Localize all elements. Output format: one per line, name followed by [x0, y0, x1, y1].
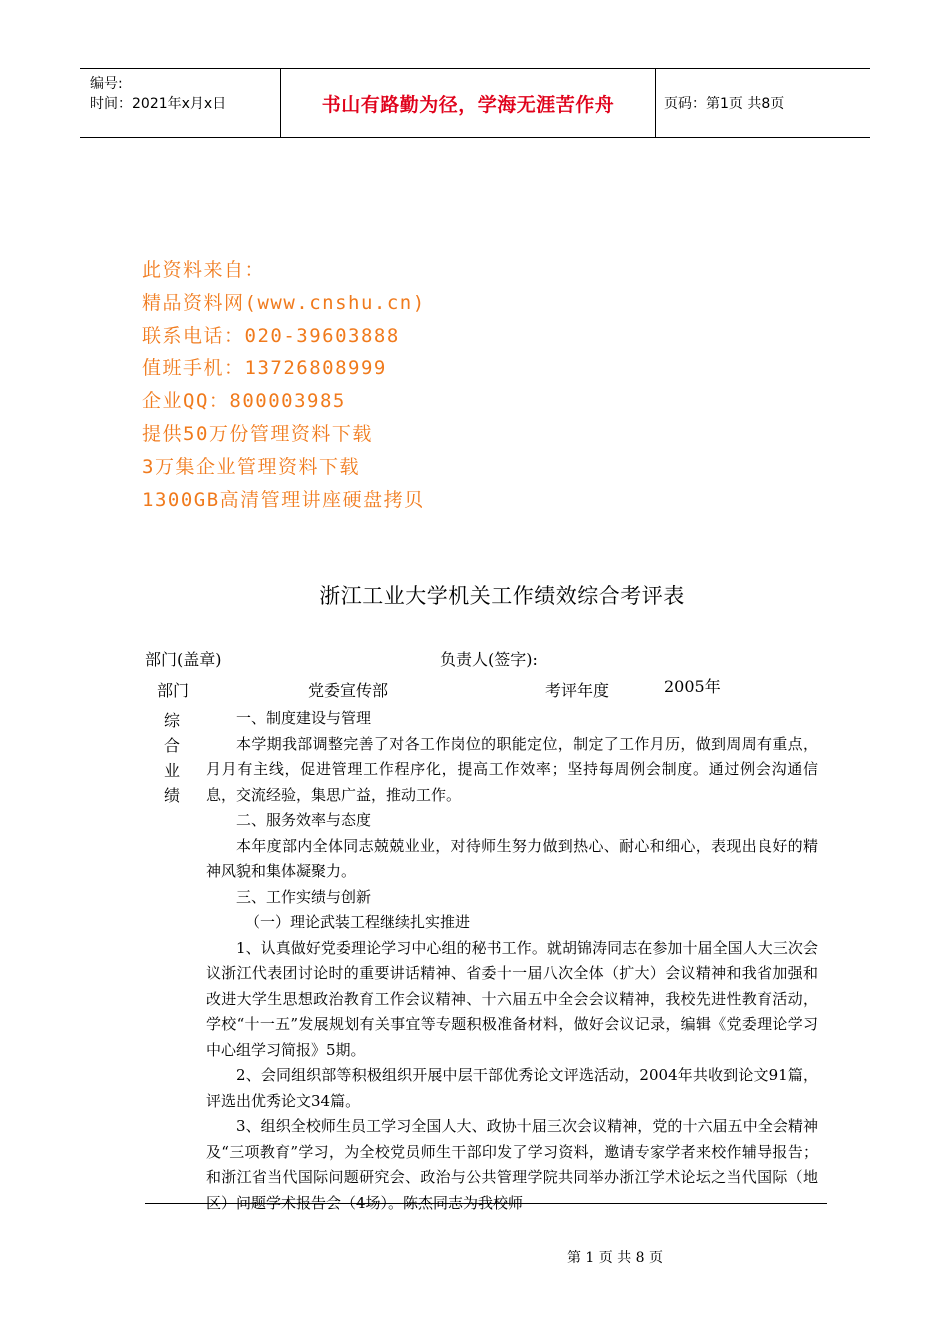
promo-line: 提供50万份管理资料下载: [142, 422, 373, 445]
promo-line: 1300GB高清管理讲座硬盘拷贝: [142, 488, 425, 511]
header-page-cell: [656, 69, 870, 137]
header-motto-cell: [281, 69, 656, 137]
promo-line: 此资料来自：: [142, 259, 266, 281]
side-label-char: 绩: [163, 786, 180, 805]
side-label-column: [162, 708, 182, 808]
header-motto: 书山有路勤为径，学海无涯苦作舟: [321, 93, 615, 116]
document-title: 浙江工业大学机关工作绩效综合考评表: [319, 584, 685, 608]
side-label-char: 综: [163, 711, 180, 730]
promo-line: 企业QQ：800003985: [142, 390, 346, 413]
side-label-char: 合: [163, 736, 180, 755]
dept-seal-label: 部门(盖章): [145, 650, 222, 669]
dept-label: 部门: [157, 681, 190, 700]
section-heading: 一、制度建设与管理: [236, 709, 372, 727]
section-heading: 二、服务效率与态度: [236, 811, 372, 829]
page-footer: 第 1 页 共 8 页: [566, 1250, 664, 1266]
header-meta-cell: [80, 69, 281, 137]
evaluation-year-value: 2005年: [664, 677, 721, 696]
body-paragraph: 本年度部内全体同志兢兢业业，对待师生努力做到热心、耐心和细心，表现出良好的精神风貌和集体凝聚力。: [206, 836, 818, 880]
document-date-label: 时间：2021年x月x日: [90, 96, 227, 112]
body-paragraph: 3、组织全校师生员工学习全国人大、政协十届三次会议精神，党的十六届五中全会精神及“三项教育”学习，为全校党员师生干部印发了学习资料，邀请专家学者来校作辅导报告；和浙江省当代国际问题研究会、政治与公共管理学院共同举办浙江学术论坛之当代国际（地区）问题学术报告会（4场）。陈杰同志为我校师: [206, 1117, 818, 1212]
body-paragraph: 1、认真做好党委理论学习中心组的秘书工作。就胡锦涛同志在参加十届全国人大三次会议浙江代表团讨论时的重要讲话精神、省委十一届八次全体（扩大）会议精神和我省加强和改进大学生思想政治教育工作会议精神、十六届五中全会会议精神，我校先进性教育活动，学校“十一五”发展规划有关事宜等专题积极准备材料，做好会议记录，编辑《党委理论学习中心组学习简报》5期。: [206, 938, 818, 1059]
document-number-label: 编号:: [90, 76, 123, 92]
header-page-code: 页码：第1页 共8页: [664, 96, 785, 112]
section-heading: 三、工作实绩与创新: [236, 887, 372, 906]
table-bottom-rule: [145, 1203, 827, 1204]
body-paragraph: 2、会同组织部等积极组织开展中层干部优秀论文评选活动，2004年共收到论文91篇，评选出优秀论文34篇。: [206, 1066, 818, 1110]
performance-body: [206, 706, 818, 1216]
dept-value: 党委宣传部: [308, 681, 389, 700]
promo-block: [142, 254, 426, 516]
promo-line: 3万集企业管理资料下载: [142, 455, 360, 478]
promo-line: 精品资料网(www.cnshu.cn): [142, 291, 426, 314]
leader-signature-label: 负责人(签字):: [440, 650, 538, 669]
body-paragraph: 本学期我部调整完善了对各工作岗位的职能定位，制定了工作月历，做到周周有重点，月月有主线，促进管理工作程序化，提高工作效率；坚持每周例会制度。通过例会沟通信息，交流经验，集思广益，推动工作。: [206, 734, 818, 804]
evaluation-year-label: 考评年度: [545, 681, 610, 700]
subsection-heading: （一）理论武装工程继续扎实推进: [245, 913, 471, 931]
side-label-char: 业: [163, 761, 180, 780]
header-table: [80, 68, 870, 138]
promo-line: 值班手机：13726808999: [142, 357, 387, 380]
promo-line: 联系电话：020-39603888: [142, 324, 400, 347]
